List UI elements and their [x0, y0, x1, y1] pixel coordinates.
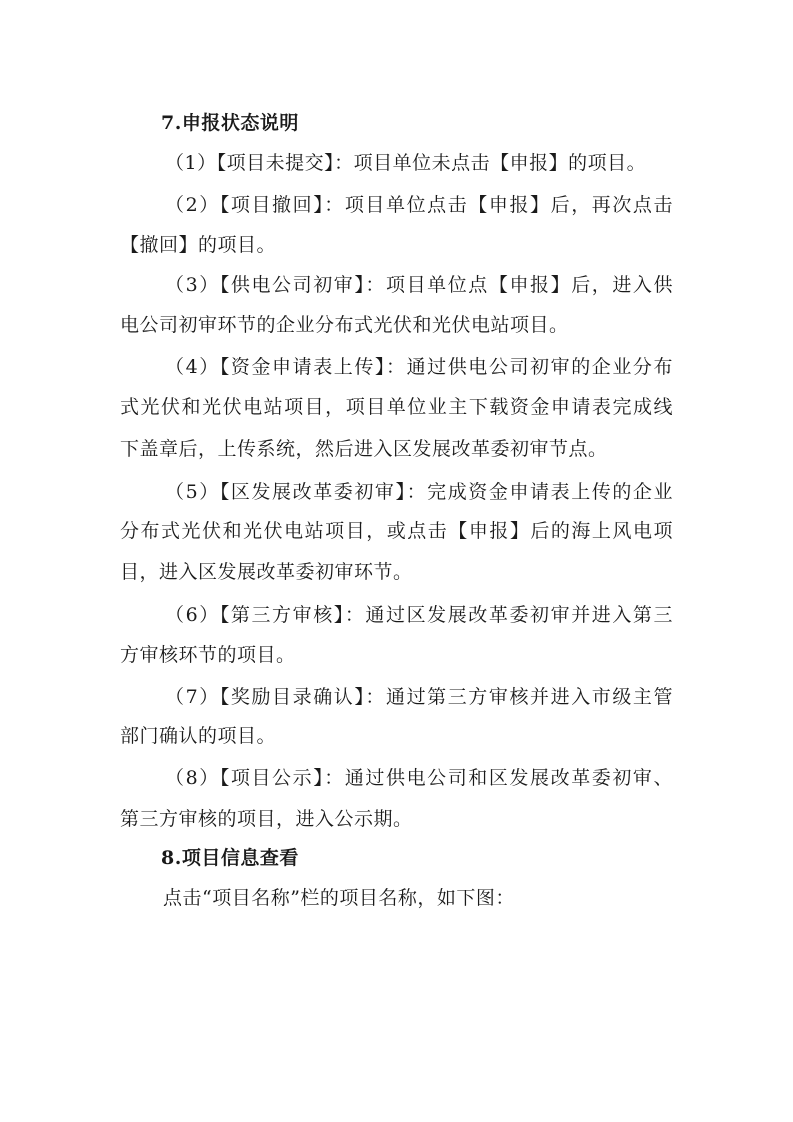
item-1-line-1: （1）【项目未提交】：项目单位未点击【申报】的项目。 — [165, 152, 647, 174]
section-8-title: 8.项目信息查看 — [161, 847, 299, 869]
item-5-line-3: 目，进入区发展改革委初审环节。 — [120, 561, 413, 583]
item-7-line-1: （7）【奖励目录确认】：通过第三方审核并进入市级主管 — [165, 686, 673, 708]
item-6-line-2: 方审核环节的项目。 — [120, 644, 296, 666]
item-6-line-1: （6）【第三方审核】：通过区发展改革委初审并进入第三 — [165, 604, 673, 626]
item-2-line-1: （2）【项目撤回】：项目单位点击【申报】后，再次点击 — [165, 194, 673, 216]
section-7-title: 7.申报状态说明 — [161, 112, 299, 134]
item-5-line-2: 分布式光伏和光伏电站项目，或点击【申报】后的海上风电项 — [120, 520, 673, 542]
item-3-line-1: （3）【供电公司初审】：项目单位点【申报】后，进入供 — [165, 274, 673, 296]
item-8-line-2: 第三方审核的项目，进入公示期。 — [120, 808, 413, 830]
item-4-line-3: 下盖章后，上传系统，然后进入区发展改革委初审节点。 — [120, 438, 608, 460]
item-4-line-1: （4）【资金申请表上传】：通过供电公司初审的企业分布 — [165, 356, 673, 378]
item-8-line-1: （8）【项目公示】：通过供电公司和区发展改革委初审、 — [165, 767, 673, 789]
item-7-line-2: 部门确认的项目。 — [120, 725, 277, 747]
item-3-line-2: 电公司初审环节的企业分布式光伏和光伏电站项目。 — [120, 314, 569, 336]
item-5-line-1: （5）【区发展改革委初审】：完成资金申请表上传的企业 — [165, 481, 673, 503]
item-2-line-2: 【撤回】的项目。 — [120, 234, 277, 256]
section-8-text: 点击“项目名称”栏的项目名称，如下图： — [163, 887, 515, 909]
item-4-line-2: 式光伏和光伏电站项目，项目单位业主下载资金申请表完成线 — [120, 396, 673, 418]
